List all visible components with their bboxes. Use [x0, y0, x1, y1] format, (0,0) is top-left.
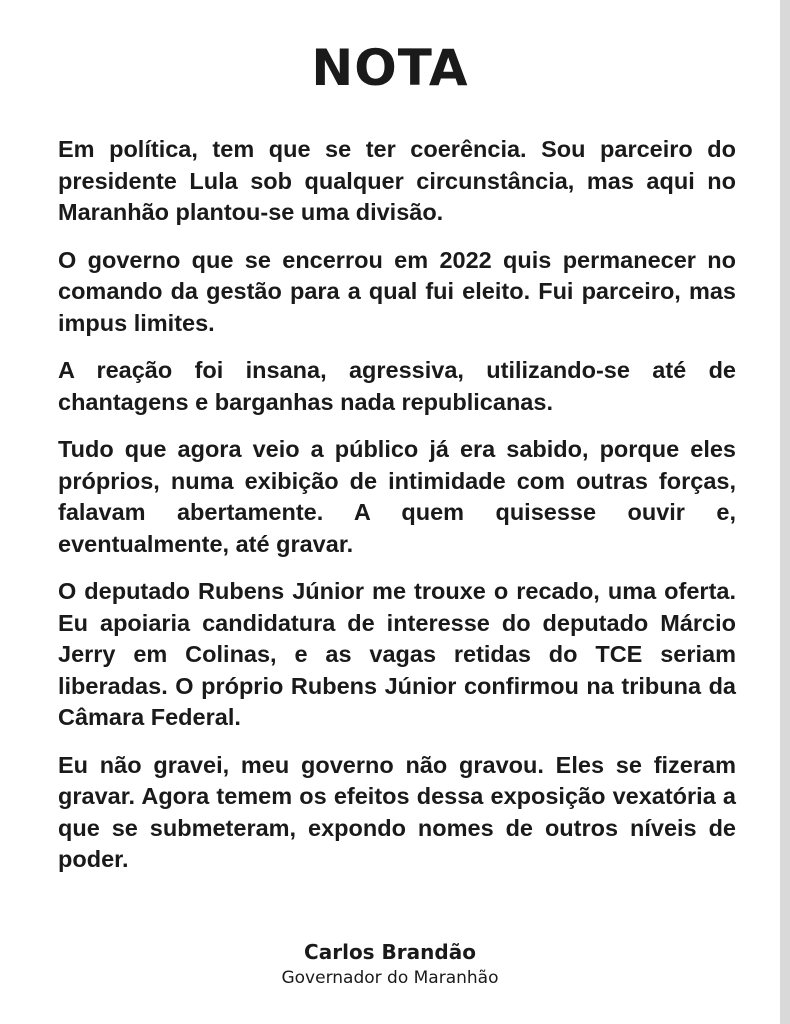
- signature-role: Governador do Maranhão: [281, 968, 499, 988]
- paragraph-3: A reação foi insana, agressiva, utilizando-se até de chantagens e barganhas nada republicanas.: [58, 357, 736, 415]
- paragraph-1: Em política, tem que se ter coerência. Sou parceiro do presidente Lula sob qualquer circunstância, mas aqui no Maranhão plantou-se uma divisão.: [58, 136, 736, 225]
- note-title: NOTA: [311, 39, 469, 97]
- signature-name: Carlos Brandão: [304, 940, 476, 964]
- note-body: [58, 134, 736, 892]
- paragraph-5: O deputado Rubens Júnior me trouxe o recado, uma oferta. Eu apoiaria candidatura de interesse do deputado Márcio Jerry em Colinas, e as vagas retidas do TCE seriam liberadas. O próprio Rubens Júnior confirmou na tribuna da Câmara Federal.: [58, 578, 736, 730]
- paragraph-2: O governo que se encerrou em 2022 quis permanecer no comando da gestão para a qual fui eleito. Fui parceiro, mas impus limites.: [58, 246, 736, 336]
- edge-divider: [780, 0, 790, 1024]
- signature-block: [0, 938, 780, 990]
- paragraph-4: Tudo que agora veio a público já era sabido, porque eles próprios, numa exibição de intimidade com outras forças, falavam abertamente. A quem quisesse ouvir e, eventualmente, até gravar.: [58, 436, 736, 557]
- paragraph-6: Eu não gravei, meu governo não gravou. Eles se fizeram gravar. Agora temem os efeitos dessa exposição vexatória a que se submeteram, expondo nomes de outros níveis de poder.: [58, 751, 736, 872]
